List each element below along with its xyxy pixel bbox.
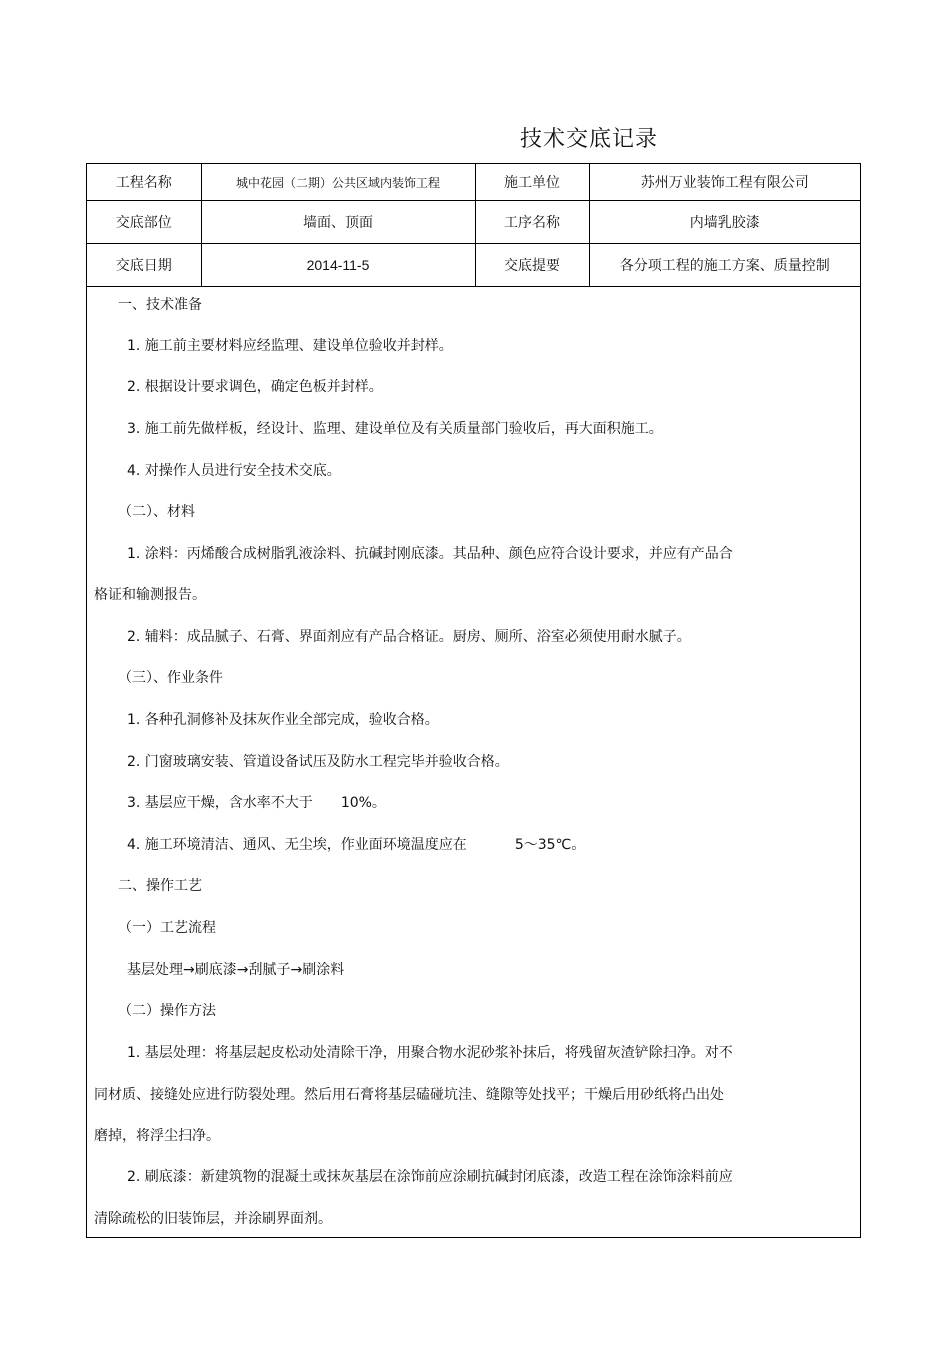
label-contractor: 施工单位 [475, 164, 589, 201]
header-row-location [87, 201, 860, 244]
value-process-name: 内墙乳胶漆 [589, 201, 860, 244]
label-process-name: 工序名称 [475, 201, 589, 244]
paragraph-line: 同材质、接缝处应进行防裂处理。然后用石膏将基层磕碰坑洼、缝隙等处找平；干燥后用砂纸将凸出处 [94, 1087, 724, 1103]
header-table [87, 164, 860, 287]
subsection-heading: （二）操作方法 [118, 1003, 216, 1019]
value-contractor: 苏州万业装饰工程有限公司 [589, 164, 860, 201]
header-row-date [87, 244, 860, 287]
subsection-heading: （二）、材料 [118, 504, 195, 520]
paragraph-line: 基层处理→刷底漆→刮腻子→刷涂料 [127, 962, 345, 978]
paragraph-line: 2. 辅料：成品腻子、石膏、界面剂应有产品合格证。厨房、厕所、浴室必须使用耐水腻子。 [127, 629, 691, 645]
subsection-heading: （一）工艺流程 [118, 920, 216, 936]
paragraph-line: 2. 根据设计要求调色，确定色板并封样。 [127, 379, 383, 395]
paragraph-line: 1. 各种孔洞修补及抹灰作业全部完成，验收合格。 [127, 712, 439, 728]
paragraph-line: 3. 施工前先做样板，经设计、监理、建设单位及有关质量部门验收后，再大面积施工。 [127, 421, 663, 437]
label-project-name: 工程名称 [87, 164, 201, 201]
section-heading: 一、技术准备 [118, 297, 202, 313]
section-heading: 二、操作工艺 [118, 878, 202, 894]
paragraph-text: 3. 基层应干燥，含水率不大于 [127, 795, 313, 811]
paragraph-line: 2. 刷底漆：新建筑物的混凝土或抹灰基层在涂饰前应涂刷抗碱封闭底漆，改造工程在涂饰涂料前应 [127, 1169, 733, 1185]
paragraph-line: 1. 涂料：丙烯酸合成树脂乳液涂料、抗碱封刚底漆。其品种、颜色应符合设计要求，并应有产品合 [127, 546, 733, 562]
paragraph-line [127, 836, 585, 854]
label-date: 交底日期 [87, 244, 201, 287]
paragraph-text: 4. 施工环境清洁、通风、无尘埃，作业面环境温度应在 [127, 837, 467, 853]
value-date: 2014-11-5 [201, 244, 475, 287]
temperature-range: 5～35℃。 [514, 837, 586, 853]
value-summary: 各分项工程的施工方案、质量控制 [589, 244, 860, 287]
value-location: 墙面、顶面 [201, 201, 475, 244]
label-summary: 交底提要 [475, 244, 589, 287]
paragraph-line: 格证和输测报告。 [94, 587, 206, 603]
moisture-value: 10%。 [340, 795, 386, 811]
paragraph-line: 4. 对操作人员进行安全技术交底。 [127, 463, 341, 479]
paragraph-line: 清除疏松的旧装饰层，并涂刷界面剂。 [94, 1211, 332, 1227]
header-row-project [87, 164, 860, 201]
paragraph-line: 磨掉，将浮尘扫净。 [94, 1128, 220, 1144]
paragraph-line: 1. 基层处理：将基层起皮松动处清除干净，用聚合物水泥砂浆补抹后，将残留灰渣铲除扫净。对不 [127, 1045, 733, 1061]
label-location: 交底部位 [87, 201, 201, 244]
record-form [86, 163, 861, 1238]
paragraph-line [127, 794, 386, 812]
document-title: 技术交底记录 [519, 127, 658, 152]
paragraph-line: 2. 门窗玻璃安装、管道设备试压及防水工程完毕并验收合格。 [127, 754, 509, 770]
paragraph-line: 1. 施工前主要材料应经监理、建设单位验收并封样。 [127, 338, 453, 354]
subsection-heading: （三）、作业条件 [118, 670, 223, 686]
value-project-name: 城中花园（二期）公共区域内装饰工程 [201, 164, 475, 201]
